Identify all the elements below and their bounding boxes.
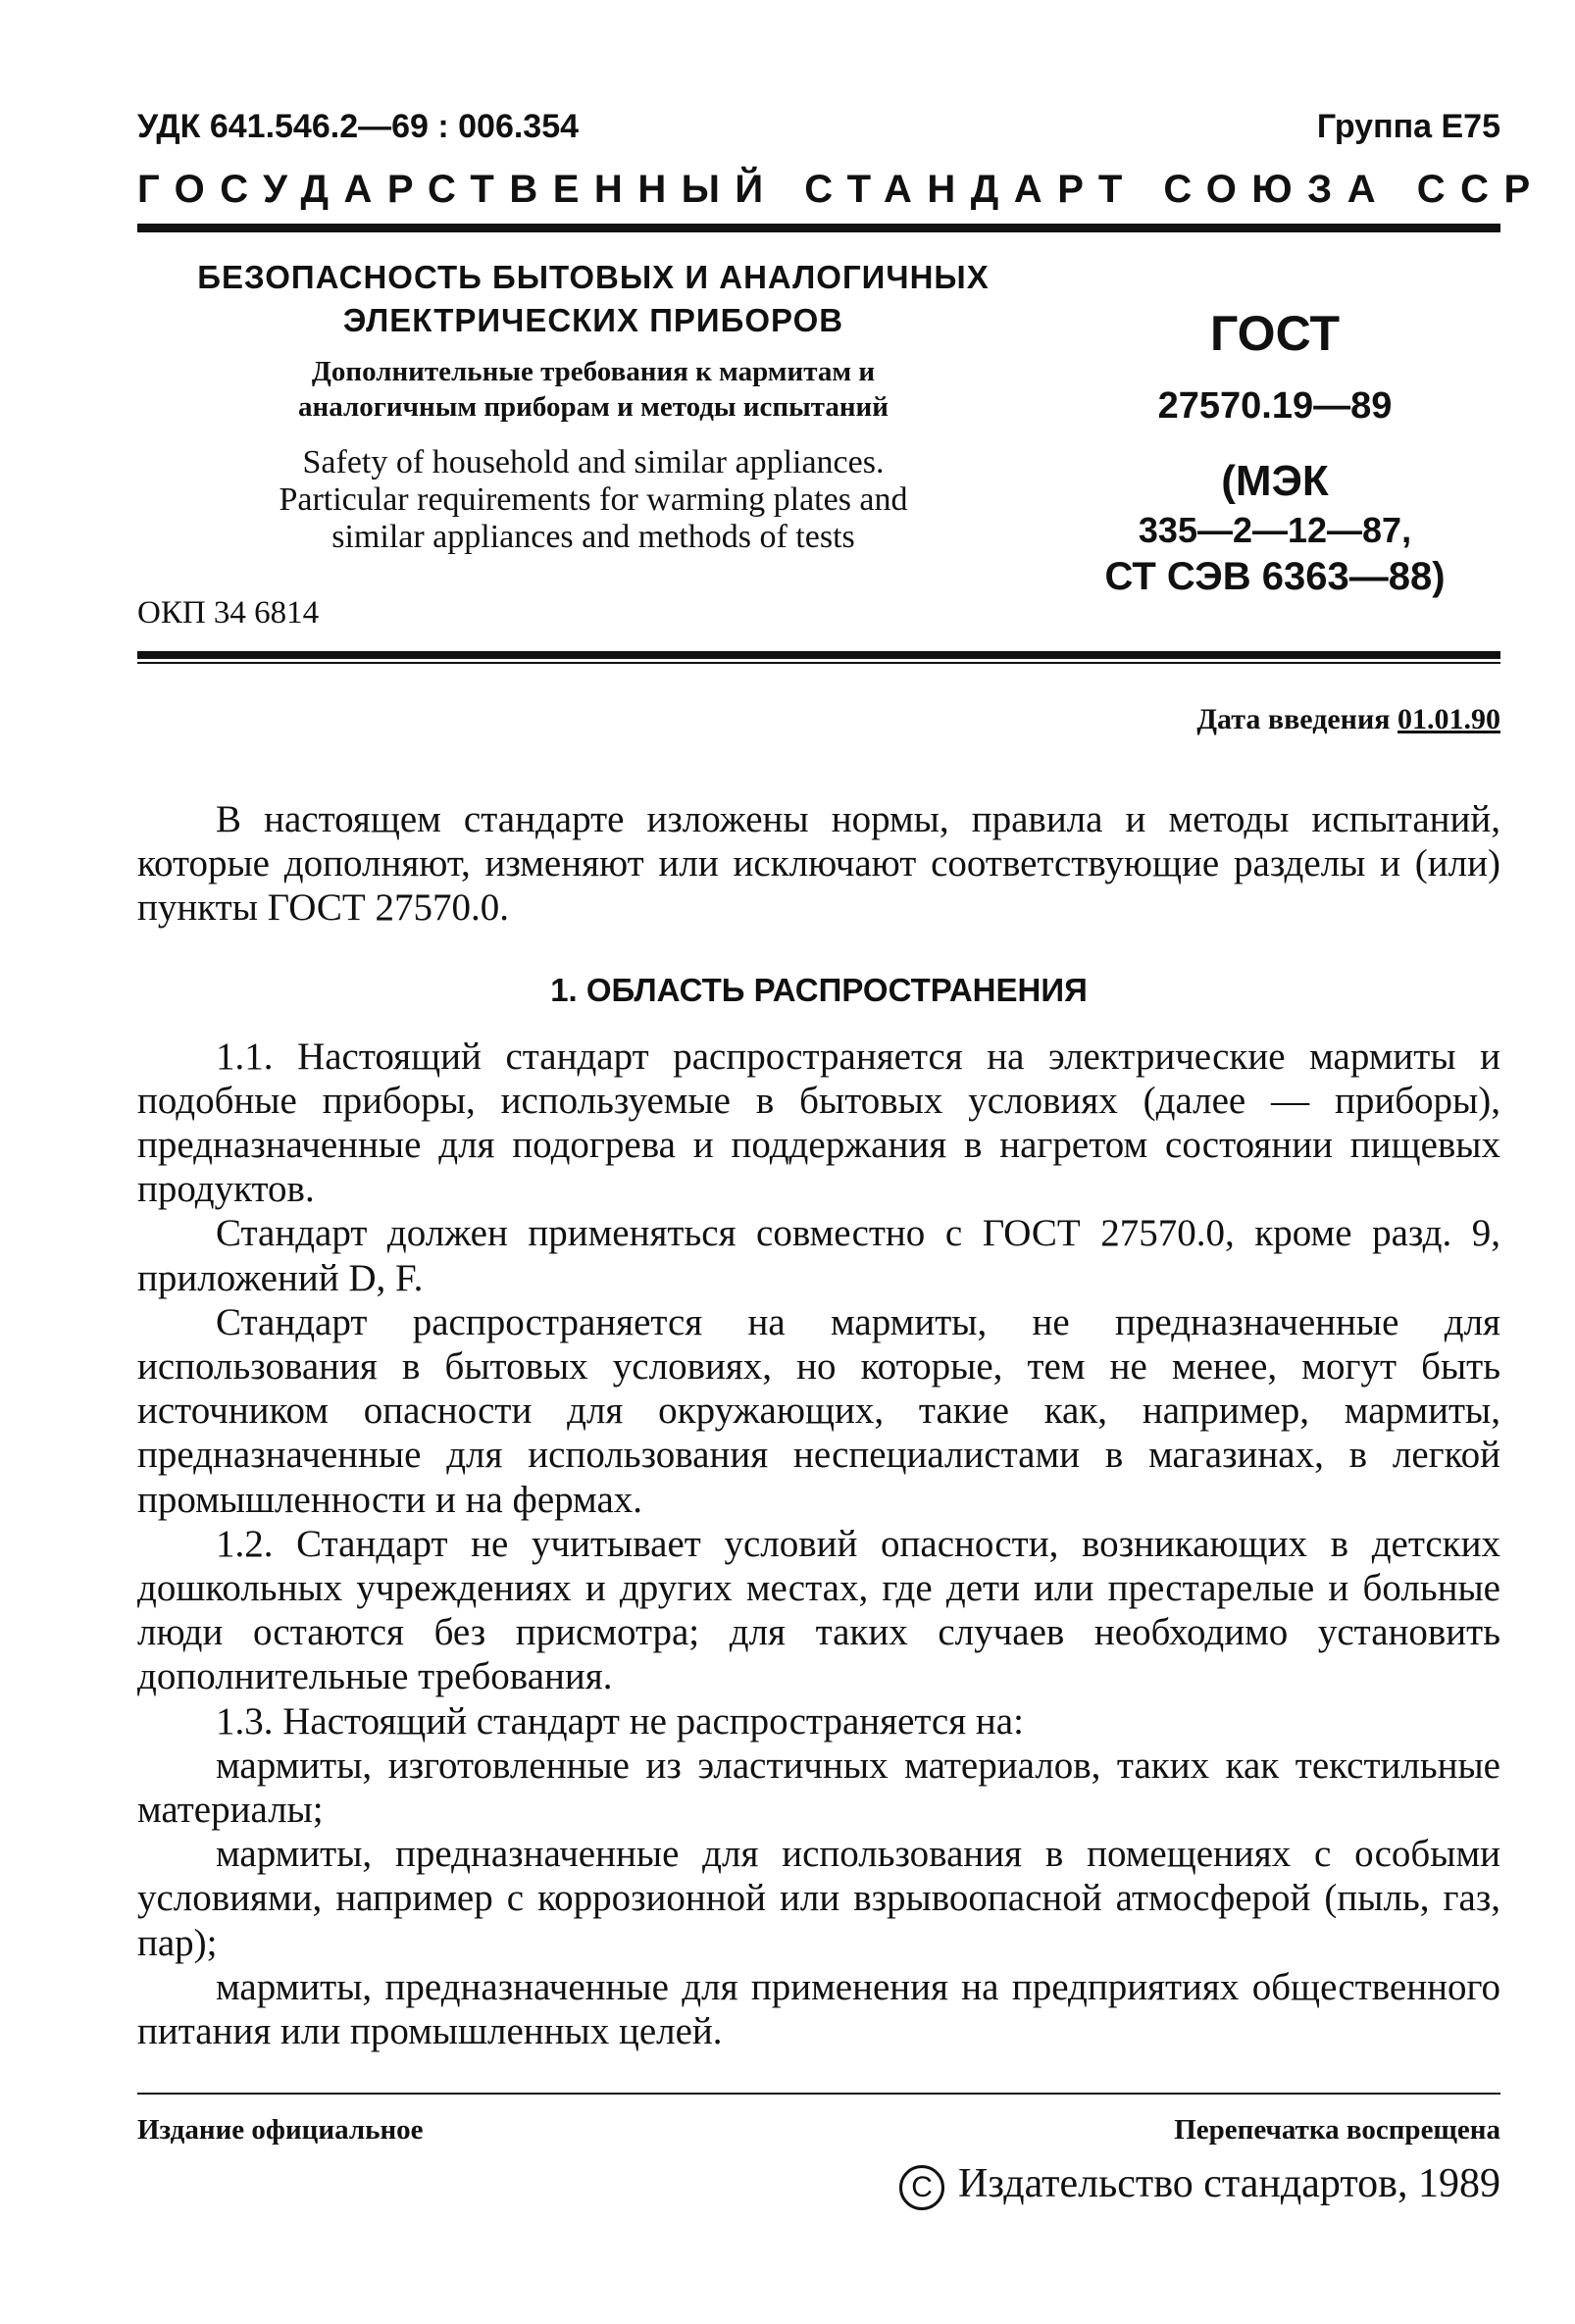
list-item: мармиты, предназначенные для применения на предприятиях общественного питания или промышленных целей. [137, 1965, 1500, 2053]
header-rule [137, 224, 1500, 232]
reprint-notice: Перепечатка воспрещена [1174, 2114, 1500, 2147]
section-1-title: 1. ОБЛАСТЬ РАСПРОСТРАНЕНИЯ [550, 971, 1088, 1008]
date-value: 01.01.90 [1397, 703, 1500, 735]
footer-rule [137, 2093, 1500, 2095]
official-edition: Издание официальное [137, 2114, 424, 2147]
mek-line-2: 335—2—12—87, [1138, 510, 1412, 550]
document-page [137, 108, 1546, 2210]
title-sub-line-2: аналогичным приборам и методы испытаний [298, 391, 889, 423]
date-label: Дата введения [1196, 703, 1391, 735]
intro-paragraph: В настоящем стандарте изложены нормы, правила и методы испытаний, которые дополняют, изменяют или исключают соответствующие разделы и (или) пункты ГОСТ 27570.0. [137, 798, 1500, 930]
list-item: мармиты, предназначенные для использования в помещениях с особыми условиями, например с коррозионной или взрывоопасной атмосферой (пыль, газ, пар); [137, 1833, 1500, 1964]
list-item: мармиты, изготовленные из эластичных материалов, таких как текстильные материалы; [137, 1743, 1500, 1832]
top-line [137, 108, 1500, 146]
gost-number: 27570.19—89 [1157, 385, 1393, 427]
state-standard-heading: ГОСУДАРСТВЕННЫЙ СТАНДАРТ СОЮЗА ССР [137, 168, 1546, 211]
publisher-line [137, 2160, 1500, 2209]
footer-line [137, 2114, 1500, 2147]
okp-code: ОКП 34 6814 [137, 595, 320, 631]
title-main-line-2: ЭЛЕКТРИЧЕСКИХ ПРИБОРОВ [342, 302, 844, 338]
copyright-icon: C [899, 2165, 944, 2210]
title-bottom-rule [137, 651, 1500, 664]
udk-code: УДК 641.546.2—69 : 006.354 [137, 108, 580, 145]
group-code: Группа Е75 [1316, 108, 1500, 145]
paragraph-1-1c: Стандарт распространяется на мармиты, не предназначенные для использования в бытовых условиях, но которые, тем не менее, могут быть источником опасности для окружающих, такие как, например, мармиты, предназначенные для использования неспециалистами в магазинах, в легкой промышленности и на фермах. [137, 1300, 1500, 1521]
title-column [137, 256, 1049, 632]
title-block [137, 256, 1500, 632]
title-sub-line-1: Дополнительные требования к мармитам и [311, 356, 876, 387]
designation-column [1049, 256, 1500, 632]
gost-label: ГОСТ [1210, 306, 1340, 361]
paragraph-1-1b: Стандарт должен применяться совместно с ГОСТ 27570.0, кроме разд. 9, приложений D, F. [137, 1212, 1500, 1299]
paragraph-1-1: 1.1. Настоящий стандарт распространяется на электрические мармиты и подобные приборы, используемые в бытовых условиях (далее — приборы), предназначенные для подогрева и поддержания в нагретом состоянии пищевых продуктов. [137, 1035, 1500, 1211]
title-main-line-1: БЕЗОПАСНОСТЬ БЫТОВЫХ И АНАЛОГИЧНЫХ [197, 259, 990, 295]
publisher-name: Издательство стандартов, 1989 [958, 2161, 1500, 2207]
mek-line-1: (МЭК [1221, 457, 1329, 505]
effective-date [137, 703, 1500, 736]
mek-line-3: СТ СЭВ 6363—88) [1104, 555, 1446, 598]
english-title-line-2: Particular requirements for warming plates and [279, 481, 908, 518]
paragraph-1-3: 1.3. Настоящий стандарт не распространяется на: [216, 1699, 1024, 1743]
english-title-line-3: similar appliances and methods of tests [331, 519, 855, 555]
english-title-line-1: Safety of household and similar appliances. [302, 444, 885, 480]
paragraph-1-2: 1.2. Стандарт не учитывает условий опасности, возникающих в детских дошкольных учреждениях и других местах, где дети или престарелые и больные люди остаются без присмотра; для таких случаев необходимо установить дополнительные требования. [137, 1522, 1500, 1698]
section-1-body [137, 1035, 1500, 2054]
